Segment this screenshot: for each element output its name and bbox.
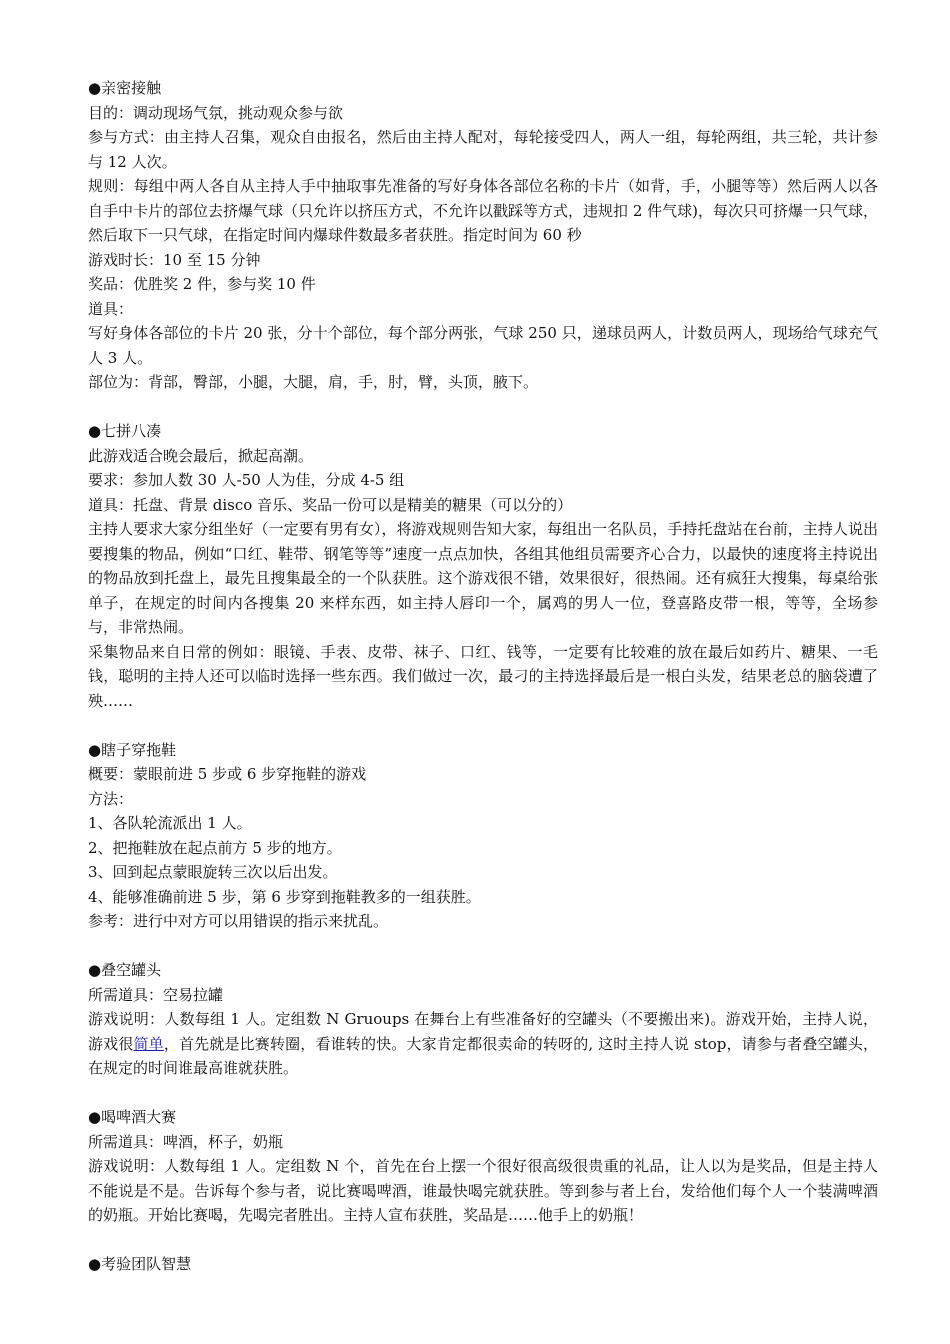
paragraph: 道具： [88, 299, 134, 318]
section-blind-slippers [88, 738, 878, 934]
text-run: 游戏说明：人数每组 1 人。定组数 N Gruoups 在舞台上有些准备好的空罐头（不要搬出来)。游戏开始，主持人说，游戏很 [88, 1010, 878, 1053]
paragraph: 采集物品来自日常的例如：眼镜、手表、皮带、袜子、口红、钱等，一定要有比较难的放在最后如药片、糖果、一毛钱，聪明的主持人还可以临时选择一些东西。我们做过一次，最刁的主持选择最后是一根白头发，结果老总的脑袋遭了殃…… [88, 642, 878, 710]
paragraph: 所需道具：啤酒，杯子，奶瓶 [88, 1132, 284, 1151]
simple-link[interactable]: 简单 [133, 1034, 164, 1053]
paragraph: 目的：调动现场气氛，挑动观众参与欲 [88, 103, 344, 122]
paragraph: 要求：参加人数 30 人-50 人为佳，分成 4-5 组 [88, 471, 405, 489]
section-title: ●七拼八凑 [88, 422, 162, 440]
paragraph: 规则：每组中两人各自从主持人手中抽取事先准备的写好身体各部位名称的卡片（如背，手，小腿等等）然后两人以各自手中卡片的部位去挤爆气球（只允许以挤压方式，不允许以戳踩等方式，违规扣 2 件气球)，每次只可挤爆一只气球，然后取下一只气球，在指定时间内爆球件数最多者获胜。指定时间为 60 秒 [88, 177, 878, 244]
section-stack-cans [88, 958, 878, 1081]
paragraph: 此游戏适合晚会最后，掀起高潮。 [88, 446, 314, 465]
paragraph: 奖品：优胜奖 2 件，参与奖 10 件 [88, 275, 316, 293]
paragraph: 参与方式：由主持人召集，观众自由报名，然后由主持人配对，每轮接受四人，两人一组，每轮两组，共三轮，共计参与 12 人次。 [88, 128, 878, 171]
section-intimate-contact [88, 76, 878, 395]
paragraph: 概要：蒙眼前进 5 步或 6 步穿拖鞋的游戏 [88, 765, 367, 783]
paragraph: 参考：进行中对方可以用错误的指示来扰乱。 [88, 912, 389, 930]
paragraph: 游戏时长：10 至 15 分钟 [88, 250, 261, 269]
list-item: 3、回到起点蒙眼旋转三次以后出发。 [88, 863, 338, 881]
paragraph: 所需道具：空易拉罐 [88, 985, 224, 1004]
section-title: ●亲密接触 [88, 79, 162, 97]
paragraph: 方法： [88, 789, 134, 808]
section-title: ●考验团队智慧 [88, 1255, 192, 1273]
paragraph: 道具：托盘、背景 disco 音乐、奖品一份可以是精美的糖果（可以分的） [88, 495, 573, 514]
list-item: 1、各队轮流派出 1 人。 [88, 814, 252, 832]
paragraph: 部位为：背部，臀部，小腿，大腿，肩，手，肘，臂，头顶，腋下。 [88, 373, 539, 391]
section-title: ●瞎子穿拖鞋 [88, 740, 177, 759]
section-title: ●喝啤酒大赛 [88, 1108, 177, 1126]
paragraph-with-link [88, 1007, 878, 1081]
text-run: ，首先就是比赛转圈，看谁转的快。大家肯定都很卖命的转呀的, 这时主持人说 stop，请参与者叠空罐头，在规定的时间谁最高谁就获胜。 [88, 1034, 878, 1077]
paragraph: 游戏说明：人数每组 1 人。定组数 N 个，首先在台上摆一个很好很高级很贵重的礼品，让人以为是奖品，但是主持人不能说是不是。告诉每个参与者，说比赛喝啤酒，谁最快喝完就获胜。等到参与者上台，发给他们每个人一个装满啤酒的奶瓶。开始比赛喝，先喝完者胜出。主持人宣布获胜，奖品是……他手上的奶瓶！ [88, 1157, 878, 1224]
list-item: 2、把拖鞋放在起点前方 5 步的地方。 [88, 838, 342, 857]
section-qipin-bacou [88, 419, 878, 713]
section-title: ●叠空罐头 [88, 961, 162, 979]
section-team-wisdom [88, 1252, 878, 1277]
document-body [88, 76, 878, 1301]
list-item: 4、能够准确前进 5 步，第 6 步穿到拖鞋教多的一组获胜。 [88, 887, 481, 906]
section-beer-contest [88, 1105, 878, 1228]
paragraph: 主持人要求大家分组坐好（一定要有男有女），将游戏规则告知大家，每组出一名队员，手持托盘站在台前，主持人说出要搜集的物品，例如“口红、鞋带、钢笔等等”速度一点点加快，各组其他组员需要齐心合力，以最快的速度将主持说出的物品放到托盘上，最先且搜集最全的一个队获胜。这个游戏很不错，效果很好，很热闹。还有疯狂大搜集，每桌给张单子，在规定的时间内各搜集 20 来样东西，如主持人唇印一个，属鸡的男人一位，登喜路皮带一根，等等，全场参与，非常热闹。 [88, 520, 878, 636]
paragraph: 写好身体各部位的卡片 20 张，分十个部位，每个部分两张，气球 250 只，递球员两人，计数员两人，现场给气球充气人 3 人。 [88, 324, 878, 367]
